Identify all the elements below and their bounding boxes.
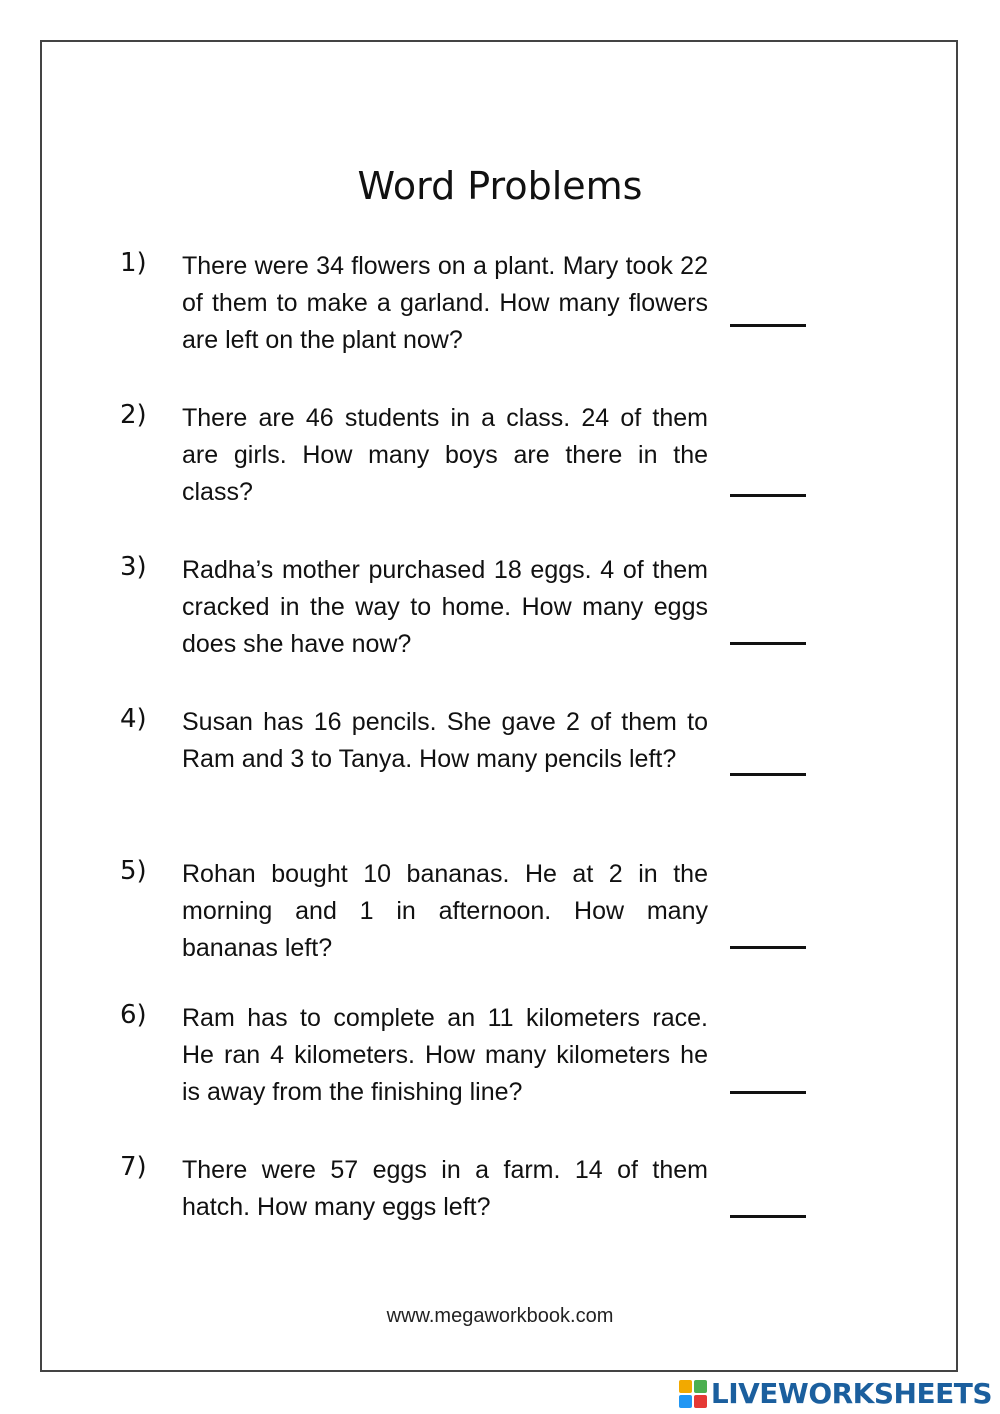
- problem-number: 6): [120, 1000, 147, 1030]
- problem-number: 1): [120, 248, 147, 278]
- answer-line-4[interactable]: [730, 773, 806, 776]
- brand-name: LIVEWORKSHEETS: [710, 1377, 992, 1410]
- problem-text: Susan has 16 pencils. She gave 2 of them to Ram and 3 to Tanya. How many pencils left?: [182, 708, 708, 773]
- answer-line-6[interactable]: [730, 1091, 806, 1094]
- problem-number: 4): [120, 704, 147, 734]
- logo-square: [679, 1395, 692, 1408]
- footer-url: www.megaworkbook.com: [386, 1305, 614, 1327]
- answer-line-7[interactable]: [730, 1215, 806, 1218]
- problem-text: There were 57 eggs in a farm. 14 of them hatch. How many eggs left?: [182, 1156, 708, 1221]
- problem-number: 3): [120, 552, 147, 582]
- answer-line-5[interactable]: [730, 946, 806, 949]
- logo-square: [694, 1395, 707, 1408]
- problem-number: 2): [120, 400, 147, 430]
- logo-square: [694, 1380, 707, 1393]
- worksheet-title: Word Problems: [357, 164, 643, 208]
- problem-text: Rohan bought 10 bananas. He at 2 in the morning and 1 in afternoon. How many bananas left?: [182, 860, 708, 962]
- logo-square: [679, 1380, 692, 1393]
- answer-line-3[interactable]: [730, 642, 806, 645]
- answer-line-2[interactable]: [730, 494, 806, 497]
- problem-number: 7): [120, 1152, 147, 1182]
- problem-text: There were 34 flowers on a plant. Mary took 22 of them to make a garland. How many flowers are left on the plant now?: [182, 252, 708, 354]
- answer-line-1[interactable]: [730, 324, 806, 327]
- problem-number: 5): [120, 856, 147, 886]
- problem-text: Radha’s mother purchased 18 eggs. 4 of them cracked in the way to home. How many eggs does she have now?: [182, 556, 708, 658]
- problem-text: There are 46 students in a class. 24 of them are girls. How many boys are there in the class?: [182, 404, 708, 506]
- liveworksheets-logo-icon: [679, 1380, 707, 1408]
- problem-text: Ram has to complete an 11 kilometers race. He ran 4 kilometers. How many kilometers he is away from the finishing line?: [182, 1004, 708, 1106]
- liveworksheets-brand[interactable]: [679, 1378, 992, 1410]
